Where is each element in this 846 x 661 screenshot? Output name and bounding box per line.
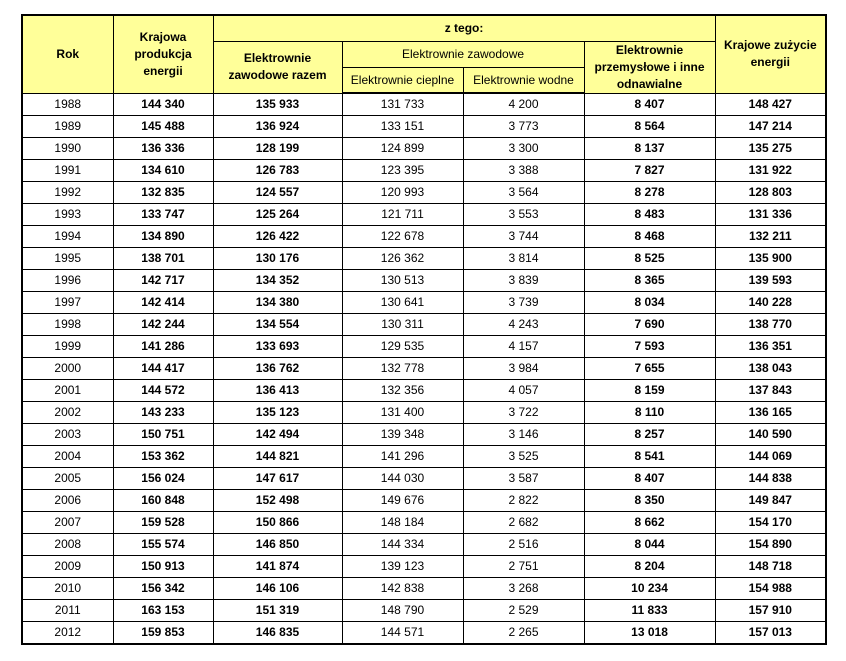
year-cell: 2003 (22, 424, 113, 446)
industrial-cell: 7 593 (584, 336, 715, 358)
consumption-cell: 154 170 (715, 512, 826, 534)
professional-total-cell: 134 352 (213, 270, 342, 292)
year-cell: 1997 (22, 292, 113, 314)
professional-total-cell: 141 874 (213, 556, 342, 578)
hydro-cell: 2 751 (463, 556, 584, 578)
thermal-cell: 139 123 (342, 556, 463, 578)
table-row (22, 556, 826, 578)
consumption-cell: 139 593 (715, 270, 826, 292)
header-professional-plants: Elektrownie zawodowe (342, 41, 584, 68)
year-cell: 1998 (22, 314, 113, 336)
production-cell: 160 848 (113, 490, 213, 512)
consumption-cell: 138 770 (715, 314, 826, 336)
consumption-cell: 132 211 (715, 226, 826, 248)
table-row (22, 292, 826, 314)
thermal-cell: 144 571 (342, 622, 463, 645)
production-cell: 134 610 (113, 160, 213, 182)
consumption-cell: 135 275 (715, 138, 826, 160)
professional-total-cell: 146 850 (213, 534, 342, 556)
consumption-cell: 135 900 (715, 248, 826, 270)
professional-total-cell: 135 123 (213, 402, 342, 424)
year-cell: 1995 (22, 248, 113, 270)
year-cell: 2002 (22, 402, 113, 424)
hydro-cell: 2 822 (463, 490, 584, 512)
professional-total-cell: 136 413 (213, 380, 342, 402)
year-cell: 2001 (22, 380, 113, 402)
table-row (22, 204, 826, 226)
consumption-cell: 147 214 (715, 116, 826, 138)
professional-total-cell: 147 617 (213, 468, 342, 490)
header-thermal-plants: Elektrownie cieplne (342, 68, 463, 94)
hydro-cell: 2 529 (463, 600, 584, 622)
industrial-cell: 8 564 (584, 116, 715, 138)
thermal-cell: 122 678 (342, 226, 463, 248)
professional-total-cell: 134 554 (213, 314, 342, 336)
production-cell: 156 342 (113, 578, 213, 600)
industrial-cell: 10 234 (584, 578, 715, 600)
table-row (22, 600, 826, 622)
production-cell: 150 913 (113, 556, 213, 578)
consumption-cell: 131 922 (715, 160, 826, 182)
industrial-cell: 8 137 (584, 138, 715, 160)
thermal-cell: 141 296 (342, 446, 463, 468)
table-row (22, 468, 826, 490)
professional-total-cell: 130 176 (213, 248, 342, 270)
production-cell: 141 286 (113, 336, 213, 358)
table-row (22, 116, 826, 138)
thermal-cell: 132 778 (342, 358, 463, 380)
thermal-cell: 124 899 (342, 138, 463, 160)
table-row (22, 512, 826, 534)
industrial-cell: 13 018 (584, 622, 715, 645)
professional-total-cell: 125 264 (213, 204, 342, 226)
consumption-cell: 131 336 (715, 204, 826, 226)
table-row (22, 578, 826, 600)
hydro-cell: 3 564 (463, 182, 584, 204)
thermal-cell: 149 676 (342, 490, 463, 512)
hydro-cell: 4 200 (463, 93, 584, 116)
consumption-cell: 140 590 (715, 424, 826, 446)
table-row (22, 248, 826, 270)
consumption-cell: 144 069 (715, 446, 826, 468)
thermal-cell: 131 400 (342, 402, 463, 424)
professional-total-cell: 126 783 (213, 160, 342, 182)
professional-total-cell: 142 494 (213, 424, 342, 446)
consumption-cell: 144 838 (715, 468, 826, 490)
production-cell: 163 153 (113, 600, 213, 622)
hydro-cell: 3 984 (463, 358, 584, 380)
energy-balance-table (21, 14, 827, 645)
professional-total-cell: 135 933 (213, 93, 342, 116)
year-cell: 1991 (22, 160, 113, 182)
thermal-cell: 148 790 (342, 600, 463, 622)
production-cell: 134 890 (113, 226, 213, 248)
thermal-cell: 126 362 (342, 248, 463, 270)
professional-total-cell: 146 835 (213, 622, 342, 645)
consumption-cell: 136 165 (715, 402, 826, 424)
professional-total-cell: 146 106 (213, 578, 342, 600)
thermal-cell: 120 993 (342, 182, 463, 204)
table-row (22, 93, 826, 116)
hydro-cell: 3 525 (463, 446, 584, 468)
year-cell: 2007 (22, 512, 113, 534)
consumption-cell: 138 043 (715, 358, 826, 380)
table-row (22, 226, 826, 248)
professional-total-cell: 152 498 (213, 490, 342, 512)
table-row (22, 622, 826, 645)
professional-total-cell: 124 557 (213, 182, 342, 204)
thermal-cell: 142 838 (342, 578, 463, 600)
table-row (22, 534, 826, 556)
professional-total-cell: 134 380 (213, 292, 342, 314)
header-hydro-plants: Elektrownie wodne (463, 68, 584, 94)
year-cell: 1993 (22, 204, 113, 226)
thermal-cell: 144 334 (342, 534, 463, 556)
table-row (22, 336, 826, 358)
hydro-cell: 4 157 (463, 336, 584, 358)
professional-total-cell: 126 422 (213, 226, 342, 248)
consumption-cell: 136 351 (715, 336, 826, 358)
professional-total-cell: 133 693 (213, 336, 342, 358)
year-cell: 1996 (22, 270, 113, 292)
thermal-cell: 148 184 (342, 512, 463, 534)
industrial-cell: 8 350 (584, 490, 715, 512)
hydro-cell: 2 516 (463, 534, 584, 556)
industrial-cell: 8 407 (584, 468, 715, 490)
industrial-cell: 7 827 (584, 160, 715, 182)
industrial-cell: 8 110 (584, 402, 715, 424)
consumption-cell: 154 988 (715, 578, 826, 600)
table-row (22, 380, 826, 402)
consumption-cell: 140 228 (715, 292, 826, 314)
hydro-cell: 3 553 (463, 204, 584, 226)
thermal-cell: 130 311 (342, 314, 463, 336)
industrial-cell: 8 278 (584, 182, 715, 204)
year-cell: 1992 (22, 182, 113, 204)
hydro-cell: 3 587 (463, 468, 584, 490)
hydro-cell: 3 744 (463, 226, 584, 248)
header-national-consumption: Krajowe zużycie energii (715, 15, 826, 93)
hydro-cell: 3 300 (463, 138, 584, 160)
hydro-cell: 2 682 (463, 512, 584, 534)
industrial-cell: 8 483 (584, 204, 715, 226)
hydro-cell: 3 839 (463, 270, 584, 292)
year-cell: 2012 (22, 622, 113, 645)
consumption-cell: 137 843 (715, 380, 826, 402)
industrial-cell: 8 365 (584, 270, 715, 292)
year-cell: 1989 (22, 116, 113, 138)
professional-total-cell: 136 924 (213, 116, 342, 138)
table-header (22, 15, 826, 93)
thermal-cell: 121 711 (342, 204, 463, 226)
hydro-cell: 3 268 (463, 578, 584, 600)
thermal-cell: 123 395 (342, 160, 463, 182)
hydro-cell: 2 265 (463, 622, 584, 645)
consumption-cell: 148 718 (715, 556, 826, 578)
table-row (22, 182, 826, 204)
industrial-cell: 8 468 (584, 226, 715, 248)
consumption-cell: 157 013 (715, 622, 826, 645)
table-row (22, 160, 826, 182)
table-row (22, 138, 826, 160)
consumption-cell: 128 803 (715, 182, 826, 204)
production-cell: 159 528 (113, 512, 213, 534)
production-cell: 144 417 (113, 358, 213, 380)
thermal-cell: 130 513 (342, 270, 463, 292)
table-row (22, 358, 826, 380)
year-cell: 2011 (22, 600, 113, 622)
industrial-cell: 8 407 (584, 93, 715, 116)
table-row (22, 402, 826, 424)
production-cell: 132 835 (113, 182, 213, 204)
industrial-cell: 8 159 (584, 380, 715, 402)
header-industrial-renewable-plants: Elektrownie przemysłowe i inne odnawialne (584, 41, 715, 93)
thermal-cell: 139 348 (342, 424, 463, 446)
industrial-cell: 8 541 (584, 446, 715, 468)
table-row (22, 446, 826, 468)
production-cell: 156 024 (113, 468, 213, 490)
industrial-cell: 8 044 (584, 534, 715, 556)
production-cell: 150 751 (113, 424, 213, 446)
year-cell: 2008 (22, 534, 113, 556)
production-cell: 142 717 (113, 270, 213, 292)
professional-total-cell: 151 319 (213, 600, 342, 622)
production-cell: 138 701 (113, 248, 213, 270)
industrial-cell: 8 204 (584, 556, 715, 578)
header-professional-plants-total: Elektrownie zawodowe razem (213, 41, 342, 93)
header-year: Rok (22, 15, 113, 93)
consumption-cell: 148 427 (715, 93, 826, 116)
production-cell: 136 336 (113, 138, 213, 160)
thermal-cell: 132 356 (342, 380, 463, 402)
hydro-cell: 3 814 (463, 248, 584, 270)
professional-total-cell: 128 199 (213, 138, 342, 160)
production-cell: 142 414 (113, 292, 213, 314)
industrial-cell: 8 525 (584, 248, 715, 270)
year-cell: 1988 (22, 93, 113, 116)
table-row (22, 314, 826, 336)
thermal-cell: 130 641 (342, 292, 463, 314)
industrial-cell: 7 690 (584, 314, 715, 336)
year-cell: 2005 (22, 468, 113, 490)
consumption-cell: 157 910 (715, 600, 826, 622)
industrial-cell: 8 662 (584, 512, 715, 534)
production-cell: 143 233 (113, 402, 213, 424)
industrial-cell: 8 034 (584, 292, 715, 314)
production-cell: 144 340 (113, 93, 213, 116)
hydro-cell: 3 388 (463, 160, 584, 182)
industrial-cell: 11 833 (584, 600, 715, 622)
professional-total-cell: 150 866 (213, 512, 342, 534)
table-row (22, 424, 826, 446)
consumption-cell: 149 847 (715, 490, 826, 512)
year-cell: 2010 (22, 578, 113, 600)
professional-total-cell: 136 762 (213, 358, 342, 380)
production-cell: 145 488 (113, 116, 213, 138)
production-cell: 142 244 (113, 314, 213, 336)
hydro-cell: 4 057 (463, 380, 584, 402)
year-cell: 2004 (22, 446, 113, 468)
professional-total-cell: 144 821 (213, 446, 342, 468)
hydro-cell: 3 146 (463, 424, 584, 446)
production-cell: 159 853 (113, 622, 213, 645)
thermal-cell: 131 733 (342, 93, 463, 116)
year-cell: 1990 (22, 138, 113, 160)
year-cell: 2000 (22, 358, 113, 380)
header-of-which: z tego: (213, 15, 715, 41)
hydro-cell: 3 739 (463, 292, 584, 314)
industrial-cell: 8 257 (584, 424, 715, 446)
hydro-cell: 3 722 (463, 402, 584, 424)
table-body (22, 93, 826, 644)
production-cell: 155 574 (113, 534, 213, 556)
table-row (22, 490, 826, 512)
year-cell: 1994 (22, 226, 113, 248)
year-cell: 1999 (22, 336, 113, 358)
hydro-cell: 4 243 (463, 314, 584, 336)
hydro-cell: 3 773 (463, 116, 584, 138)
thermal-cell: 129 535 (342, 336, 463, 358)
consumption-cell: 154 890 (715, 534, 826, 556)
production-cell: 133 747 (113, 204, 213, 226)
header-national-production: Krajowa produkcja energii (113, 15, 213, 93)
thermal-cell: 144 030 (342, 468, 463, 490)
year-cell: 2009 (22, 556, 113, 578)
table-row (22, 270, 826, 292)
thermal-cell: 133 151 (342, 116, 463, 138)
production-cell: 153 362 (113, 446, 213, 468)
production-cell: 144 572 (113, 380, 213, 402)
year-cell: 2006 (22, 490, 113, 512)
industrial-cell: 7 655 (584, 358, 715, 380)
